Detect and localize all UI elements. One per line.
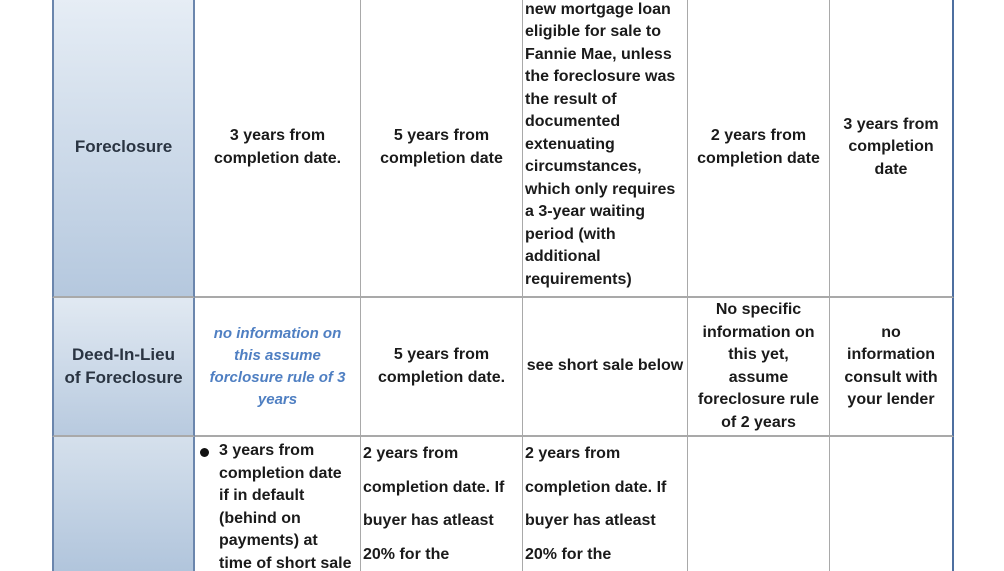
table-row-short-sale [52, 437, 954, 571]
cell-foreclosure-col2: 5 years from completion date [361, 0, 523, 298]
cell-foreclosure-col3: new mortgage loan eligible for sale to Fannie Mae, unless the foreclosure was the result of documented extenuating circumstances, which only requires a 3-year waiting period (with additional requirements) [523, 0, 688, 298]
bullet-icon [200, 448, 209, 457]
cell-deed-col4: No specific information on this yet, assume foreclosure rule of 2 years [688, 298, 830, 437]
row-header-label: Foreclosure [74, 137, 173, 157]
table-row-foreclosure [52, 0, 954, 298]
row-header-foreclosure [52, 0, 195, 298]
cell-shortsale-col2: 2 years from completion date. If buyer has atleast 20% for the [361, 437, 523, 571]
cell-shortsale-col3: 2 years from completion date. If buyer has atleast 20% for the [523, 437, 688, 571]
table-row-deed-in-lieu [52, 298, 954, 437]
cell-deed-col5: no information consult with your lender [830, 298, 954, 437]
bullet-item: 3 years from completion date if in default (behind on payments) at time of short sale [197, 440, 351, 571]
cell-deed-col1: no information on this assume forclosure rule of 3 years [195, 298, 361, 437]
cell-shortsale-col5 [830, 437, 954, 571]
cell-shortsale-col4 [688, 437, 830, 571]
cell-shortsale-col1 [195, 437, 361, 571]
cell-deed-col2: 5 years from completion date. [361, 298, 523, 437]
cell-foreclosure-col5: 3 years from completion date [830, 0, 954, 298]
row-header-short-sale [52, 437, 195, 571]
loan-waiting-period-table [52, 0, 954, 571]
cell-foreclosure-col4: 2 years from completion date [688, 0, 830, 298]
cell-deed-col3: see short sale below [523, 298, 688, 437]
cell-foreclosure-col1: 3 years from completion date. [195, 0, 361, 298]
row-header-deed-in-lieu: Deed-In-Lieu of Foreclosure [52, 298, 195, 437]
